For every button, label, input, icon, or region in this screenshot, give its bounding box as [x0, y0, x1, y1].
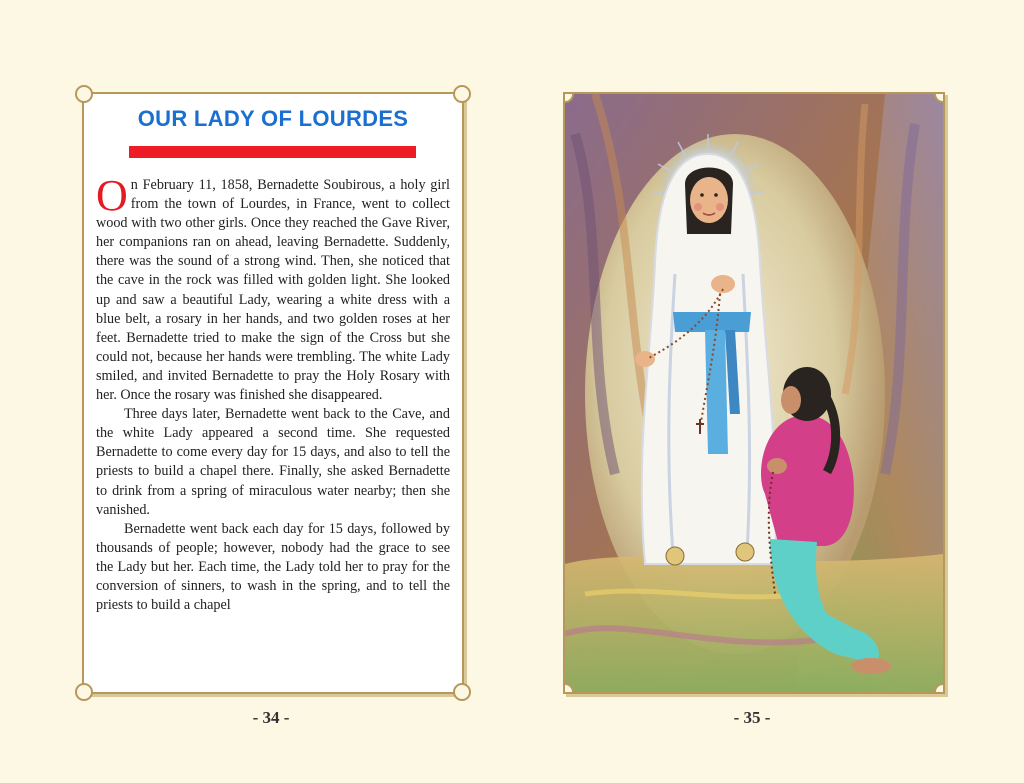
right-page-frame — [563, 92, 945, 694]
story-text — [96, 171, 450, 615]
frame-corner — [75, 683, 93, 701]
frame-corner — [453, 683, 471, 701]
paragraph-1-text: n February 11, 1858, Bernadette Soubirous, a holy girl from the town of Lourdes, in France, went to collect wood with two other girls. Once they reached the Gave River, her companions ran on ahead, leaving Bernadette. Suddenly, there was the sound of a strong wind. Then, she noticed that the cave in the rock was filled with golden light. She looked up and saw a beautiful Lady, wearing a white dress with a blue belt, a rosary in her hands, and two golden roses at her feet. Bernadette tried to make the sign of the Cross but she could not, because her hands were trembling. The white Lady smiled, and invited Bernadette to pray the Holy Rosary with her. Once the rosary was finished she disappeared. — [96, 177, 450, 404]
page-number-right: - 35 - — [733, 708, 771, 727]
page-title: OUR LADY OF LOURDES — [137, 106, 409, 131]
title-divider — [129, 146, 416, 158]
frame-corner — [453, 85, 471, 103]
apparition-painting-icon — [565, 94, 943, 692]
page-number-left: - 34 - — [252, 708, 290, 727]
drop-cap: O — [96, 171, 128, 220]
paragraph-1 — [96, 171, 450, 405]
paragraph-3: Bernadette went back each day for 15 days, followed by thousands of people; however, nobody had the grace to see the Lady but her. Each time, the Lady told her to pray for the conversion of sinners, to wash in the spring, and to tell the priests to build a chapel — [96, 520, 450, 614]
paragraph-2: Three days later, Bernadette went back to the Cave, and the white Lady appeared a second time. She requested Bernadette to come every day for 15 days, and also to tell the priests to build a chapel there. Finally, she asked Bernadette to drink from a spring of miraculous water nearby; then she vanished. — [96, 406, 450, 518]
frame-corner — [75, 85, 93, 103]
frame-corner — [934, 683, 945, 694]
left-page-frame — [82, 92, 464, 694]
